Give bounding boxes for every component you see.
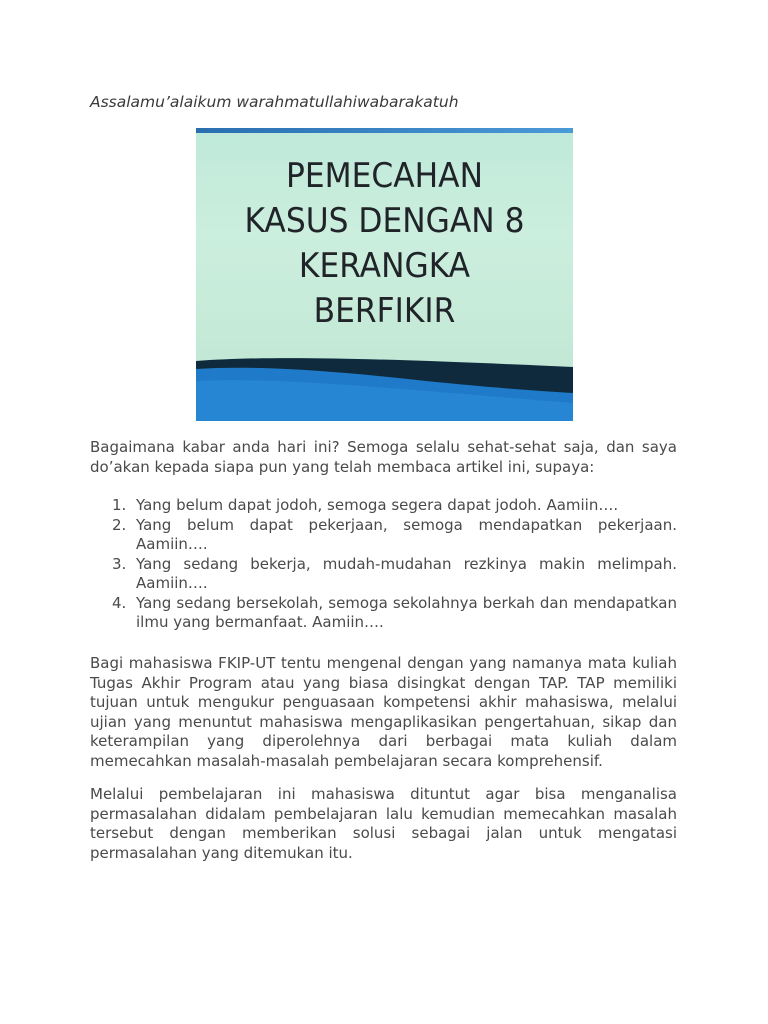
body-paragraph-tap: Bagi mahasiswa FKIP-UT tentu mengenal dengan yang namanya mata kuliah Tugas Akhir Program atau yang biasa disingkat dengan TAP. TAP memiliki tujuan untuk mengukur penguasaan kompetensi akhir mahasiswa, melalui ujian yang menuntut mahasiswa mengaplikasikan pengertahuan, sikap dan keterampilan yang diperolehnya dari berbagai mata kuliah dalam memecahkan masalah-masalah pembelajaran secara komprehensif. [90, 654, 677, 770]
list-item-text: Yang sedang bersekolah, semoga sekolahnya berkah dan mendapatkan ilmu yang bermanfaat. Aamiin…. [136, 593, 677, 631]
body-paragraph-pembelajaran: Melalui pembelajaran ini mahasiswa dituntut agar bisa menganalisa permasalahan didalam pembelajaran lalu kemudian memecahkan masalah tersebut dengan memberikan solusi sebagai jalan untuk mengatasi permasalahan yang ditemukan itu. [90, 785, 677, 862]
list-item [90, 555, 677, 594]
list-item [90, 516, 677, 555]
slide-title-line: KERANGKA [298, 246, 471, 286]
list-item-text: Yang belum dapat pekerjaan, semoga mendapatkan pekerjaan. Aamiin…. [136, 515, 677, 553]
slide-title-line: KASUS DENGAN 8 [244, 201, 525, 241]
wishes-list [90, 496, 677, 633]
slide-title-line: BERFIKIR [313, 291, 456, 331]
list-item-number: 4. [112, 593, 127, 612]
slide-image [196, 128, 573, 421]
slide-title [211, 154, 558, 334]
greeting-text: Assalamu’alaikum warahmatullahiwabarakatuh [90, 93, 459, 111]
list-item-text: Yang belum dapat jodoh, semoga segera dapat jodoh. Aamiin…. [136, 496, 619, 514]
slide-wave-decoration [196, 341, 573, 421]
list-item-number: 2. [112, 515, 127, 534]
list-item-number: 1. [112, 496, 127, 514]
intro-paragraph: Bagaimana kabar anda hari ini? Semoga selalu sehat-sehat saja, dan saya do’akan kepada siapa pun yang telah membaca artikel ini, supaya: [90, 438, 677, 476]
list-item-number: 3. [112, 554, 127, 573]
slide-title-line: PEMECAHAN [286, 156, 483, 196]
list-item-text: Yang sedang bekerja, mudah-mudahan rezkinya makin melimpah. Aamiin…. [136, 554, 677, 592]
slide-top-strip [196, 128, 573, 133]
list-item [90, 594, 677, 633]
list-item [90, 496, 677, 516]
